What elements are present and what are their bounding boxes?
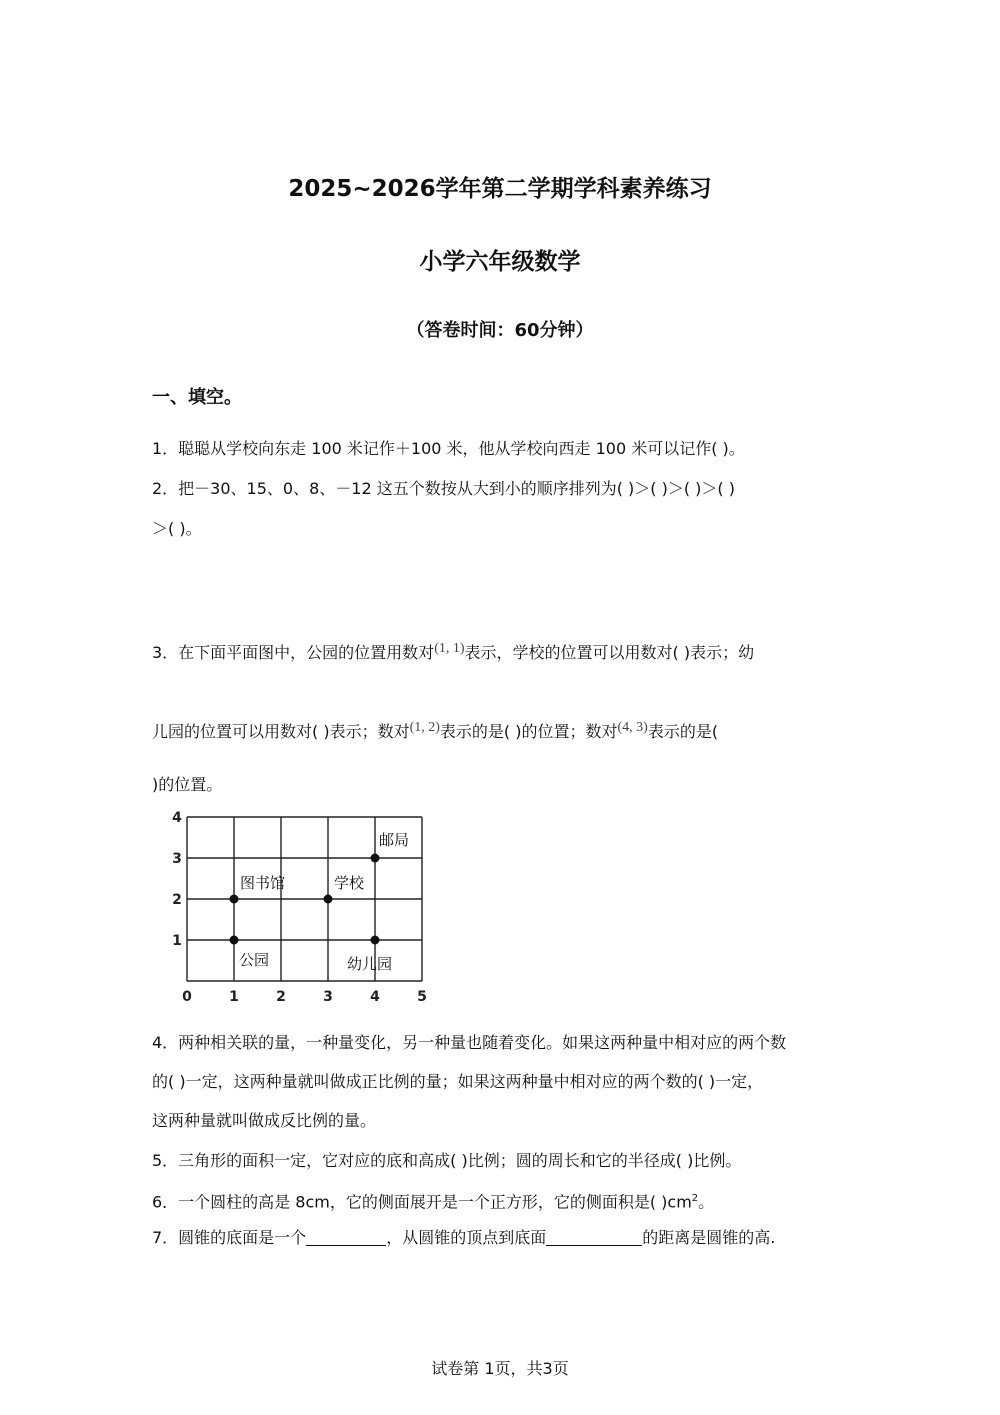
x-tick-label: 0 xyxy=(182,989,192,1005)
place-point xyxy=(230,895,239,904)
coord-1-1: (1, 1) xyxy=(434,641,465,656)
exam-title: 2025~2026学年第二学期学科素养练习 xyxy=(288,176,712,202)
x-tick-label: 2 xyxy=(276,989,286,1005)
page-footer: 试卷第 1页，共3页 xyxy=(431,1359,569,1378)
x-tick-label: 4 xyxy=(370,989,380,1005)
x-tick-label: 5 xyxy=(417,989,427,1005)
place-label: 幼儿园 xyxy=(347,955,393,973)
question-1: 1．聪聪从学校向东走 100 米记作＋100 米，他从学校向西走 100 米可以记作( )。 xyxy=(152,439,745,458)
q3-text-b: 表示，学校的位置可以用数对( )表示；幼 xyxy=(464,643,755,662)
coord-1-2: (1, 2) xyxy=(409,720,440,735)
question-3-line3: )的位置。 xyxy=(152,775,223,794)
place-point xyxy=(324,895,333,904)
exam-subtitle: 小学六年级数学 xyxy=(419,249,581,275)
place-label: 图书馆 xyxy=(240,874,286,892)
y-tick-label: 2 xyxy=(172,892,182,908)
question-6 xyxy=(152,1189,714,1212)
y-tick-label: 4 xyxy=(172,810,182,826)
q7-blank-1 xyxy=(306,1229,386,1246)
q7-part3: 的距离是圆锥的高. xyxy=(642,1228,776,1247)
q7-blank-2 xyxy=(546,1229,642,1246)
grid-places xyxy=(230,831,410,973)
question-5: 5．三角形的面积一定，它对应的底和高成( )比例；圆的周长和它的半径成( )比例。 xyxy=(152,1151,742,1170)
y-tick-label: 1 xyxy=(172,933,182,949)
question-7 xyxy=(152,1228,775,1248)
coord-4-3: (4, 3) xyxy=(617,720,648,735)
question-4-line2: 的( )一定，这两种量就叫做成正比例的量；如果这两种量中相对应的两个数的( )一定， xyxy=(152,1072,764,1091)
q7-part2: ，从圆锥的顶点到底面 xyxy=(386,1228,547,1247)
x-tick-label: 1 xyxy=(229,989,239,1005)
place-label: 公园 xyxy=(239,951,270,969)
q3-text-e: 表示的是( xyxy=(647,722,719,741)
q6-superscript: 2 xyxy=(691,1193,699,1204)
place-point xyxy=(371,854,380,863)
coordinate-grid xyxy=(160,805,440,1010)
question-4-line3: 这两种量就叫做成反比例的量。 xyxy=(152,1111,377,1130)
section-title: 一、填空。 xyxy=(152,387,242,408)
place-point xyxy=(230,936,239,945)
place-point xyxy=(371,936,380,945)
time-note: （答卷时间：60分钟） xyxy=(406,320,594,341)
q3-text-d: 表示的是( )的位置；数对 xyxy=(439,722,618,741)
q7-part1: 7．圆锥的底面是一个 xyxy=(152,1228,307,1247)
question-4-line1: 4．两种相关联的量，一种量变化，另一种量也随着变化。如果这两种量中相对应的两个数 xyxy=(152,1033,787,1052)
place-label: 邮局 xyxy=(379,831,410,849)
x-tick-label: 3 xyxy=(323,989,333,1005)
q3-text-a: 3．在下面平面图中，公园的位置用数对 xyxy=(152,643,435,662)
question-3-line2 xyxy=(152,722,718,744)
y-tick-label: 3 xyxy=(172,851,182,867)
q6-tail: 。 xyxy=(698,1192,715,1212)
q3-text-c: 儿园的位置可以用数对( )表示；数对 xyxy=(152,722,410,741)
place-label: 学校 xyxy=(334,874,365,892)
q6-text: 6．一个圆柱的高是 8cm，它的侧面展开是一个正方形，它的侧面积是( )cm xyxy=(152,1192,692,1212)
question-2-line1: 2．把－30、15、0、8、－12 这五个数按从大到小的顺序排列为( )＞( )＞( )＞( ) xyxy=(152,479,735,498)
question-3-line1 xyxy=(152,643,754,665)
question-2-line2: ＞( )。 xyxy=(152,519,202,538)
